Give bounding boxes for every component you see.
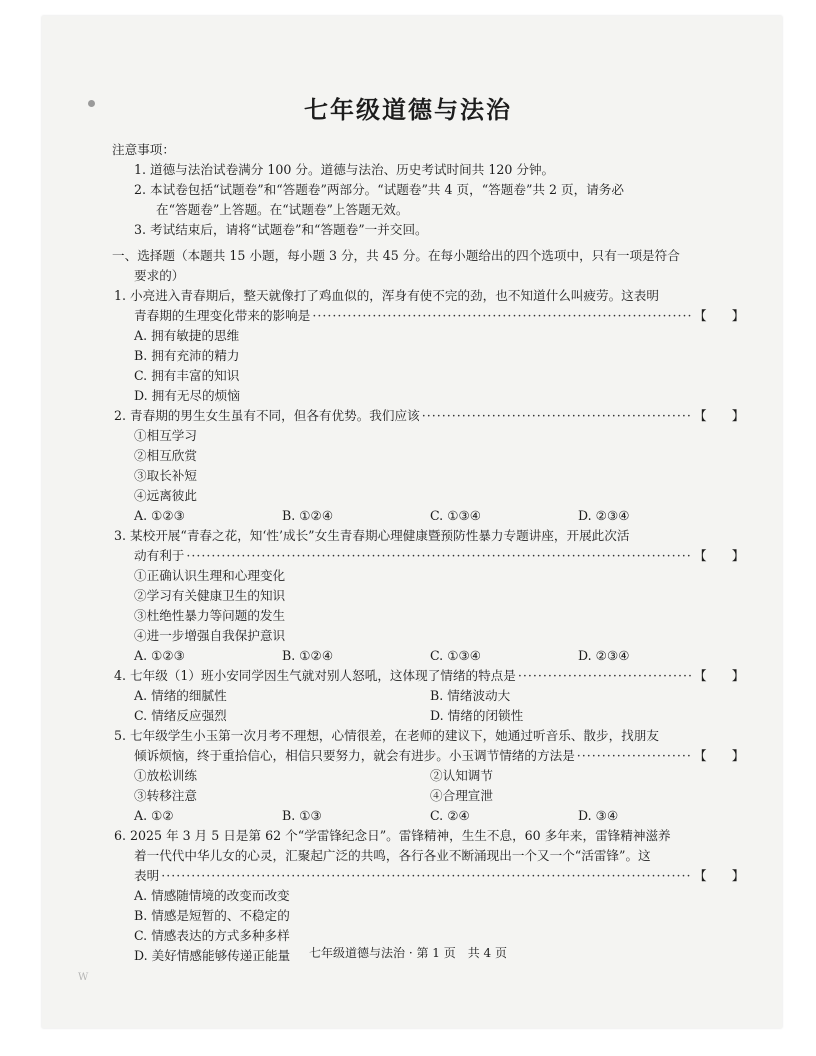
page-title: 七年级道德与法治 xyxy=(304,95,512,124)
question-4-options-row-2 xyxy=(112,706,742,726)
option-c: C. ②④ xyxy=(430,808,470,823)
statement-4: ④合理宣泄 xyxy=(430,788,493,803)
option-b: B. 拥有充沛的精力 xyxy=(134,348,240,363)
question-3-stem-cont xyxy=(112,546,745,566)
question-6-text: 表明 xyxy=(134,868,160,883)
question-4-options-row-1 xyxy=(112,686,742,706)
statement-1: ①正确认识生理和心理变化 xyxy=(134,568,286,583)
question-1-stem-cont xyxy=(112,306,745,326)
answer-bracket: 【 】 xyxy=(694,668,745,683)
section-heading-cont: 要求的） xyxy=(134,268,185,283)
statement-1: ①放松训练 xyxy=(134,768,197,783)
exam-content xyxy=(112,140,745,966)
question-5-options xyxy=(112,806,742,826)
option-b: B. 情绪波动大 xyxy=(430,688,511,703)
question-3-options xyxy=(112,646,742,666)
question-5-statements-row-1 xyxy=(112,766,742,786)
statement-4: ④进一步增强自我保护意识 xyxy=(134,628,286,643)
option-a: A. ①②③ xyxy=(134,508,185,523)
question-1-stem: 1. 小亮进入青春期后，整天就像打了鸡血似的，浑身有使不完的劲，也不知道什么叫疲劳。这表明 xyxy=(114,288,659,303)
statement-4: ④远离彼此 xyxy=(134,488,197,503)
question-4-stem xyxy=(112,666,745,686)
leader-dots xyxy=(161,866,692,886)
question-3-stem: 3. 某校开展“青春之花，知‘性’成长”女生青春期心理健康暨预防性暴力专题讲座，开展此次活 xyxy=(114,528,630,543)
option-d: D. ②③④ xyxy=(578,648,630,663)
question-4-text: 4. 七年级（1）班小安同学因生气就对别人怒吼，这体现了情绪的特点是 xyxy=(114,668,516,683)
option-d: D. ③④ xyxy=(578,808,619,823)
question-2-text: 2. 青春期的男生女生虽有不同，但各有优势。我们应该 xyxy=(114,408,420,423)
question-2-options xyxy=(112,506,742,526)
option-c: C. 情绪反应强烈 xyxy=(134,708,227,723)
statement-2: ②认知调节 xyxy=(430,768,493,783)
notice-heading: 注意事项： xyxy=(112,142,175,157)
leader-dots xyxy=(186,546,692,566)
question-6-stem-cont: 着一代代中华儿女的心灵，汇聚起广泛的共鸣，各行各业不断涌现出一个又一个“活雷锋”。这 xyxy=(134,848,651,863)
notice-item-2: 2. 本试卷包括“试题卷”和“答题卷”两部分。“试题卷”共 4 页，“答题卷”共 2 页，请务必 xyxy=(134,182,624,197)
option-a: A. 情绪的细腻性 xyxy=(134,688,227,703)
option-c: C. ①③④ xyxy=(430,648,482,663)
option-d: D. 拥有无尽的烦恼 xyxy=(134,388,240,403)
statement-3: ③杜绝性暴力等问题的发生 xyxy=(134,608,286,623)
answer-bracket: 【 】 xyxy=(694,408,745,423)
question-6-stem: 6. 2025 年 3 月 5 日是第 62 个“学雷锋纪念日”。雷锋精神，生生不息，60 多年来，雷锋精神滋养 xyxy=(114,828,671,843)
leader-dots xyxy=(577,746,692,766)
option-c: C. ①③④ xyxy=(430,508,482,523)
question-2-stem xyxy=(112,406,745,426)
question-5-stem-cont xyxy=(112,746,745,766)
option-b: B. 情感是短暂的、不稳定的 xyxy=(134,908,290,923)
answer-bracket: 【 】 xyxy=(694,868,745,883)
statement-3: ③转移注意 xyxy=(134,788,197,803)
corner-mark: W xyxy=(78,972,89,983)
statement-2: ②学习有关健康卫生的知识 xyxy=(134,588,286,603)
option-a: A. 情感随情境的改变而改变 xyxy=(134,888,290,903)
answer-bracket: 【 】 xyxy=(694,748,745,763)
statement-3: ③取长补短 xyxy=(134,468,197,483)
leader-dots xyxy=(422,406,692,426)
option-a: A. 拥有敏捷的思维 xyxy=(134,328,240,343)
option-d: D. 情绪的闭锁性 xyxy=(430,708,524,723)
question-3-text: 动有利于 xyxy=(134,548,185,563)
question-5-statements-row-2 xyxy=(112,786,742,806)
answer-bracket: 【 】 xyxy=(694,308,745,323)
statement-2: ②相互欣赏 xyxy=(134,448,197,463)
question-5-text: 倾诉烦恼，终于重拾信心，相信只要努力，就会有进步。小玉调节情绪的方法是 xyxy=(134,748,575,763)
option-a: A. ①② xyxy=(134,808,174,823)
question-1-text: 青春期的生理变化带来的影响是 xyxy=(134,308,311,323)
notice-item-2-cont: 在“答题卷”上答题。在“试题卷”上答题无效。 xyxy=(156,202,409,217)
page-footer: 七年级道德与法治 · 第 1 页 共 4 页 xyxy=(309,946,507,960)
option-d: D. 美好情感能够传递正能量 xyxy=(134,948,291,963)
leader-dots xyxy=(518,666,692,686)
option-b: B. ①③ xyxy=(282,808,322,823)
notice-item-1: 1. 道德与法治试卷满分 100 分。道德与法治、历史考试时间共 120 分钟。 xyxy=(134,162,555,177)
statement-1: ①相互学习 xyxy=(134,428,197,443)
notice-item-3: 3. 考试结束后，请将“试题卷”和“答题卷”一并交回。 xyxy=(134,222,428,237)
question-5-stem: 5. 七年级学生小玉第一次月考不理想，心情很差，在老师的建议下，她通过听音乐、散步，找朋友 xyxy=(114,728,659,743)
answer-bracket: 【 】 xyxy=(694,548,745,563)
option-a: A. ①②③ xyxy=(134,648,185,663)
question-6-stem-end xyxy=(112,866,745,886)
option-c: C. 拥有丰富的知识 xyxy=(134,368,240,383)
leader-dots xyxy=(312,306,692,326)
option-b: B. ①②④ xyxy=(282,508,334,523)
option-c: C. 情感表达的方式多种多样 xyxy=(134,928,290,943)
section-heading: 一、选择题（本题共 15 小题，每小题 3 分，共 45 分。在每小题给出的四个选项中，只有一项是符合 xyxy=(112,248,680,263)
option-b: B. ①②④ xyxy=(282,648,334,663)
option-d: D. ②③④ xyxy=(578,508,630,523)
